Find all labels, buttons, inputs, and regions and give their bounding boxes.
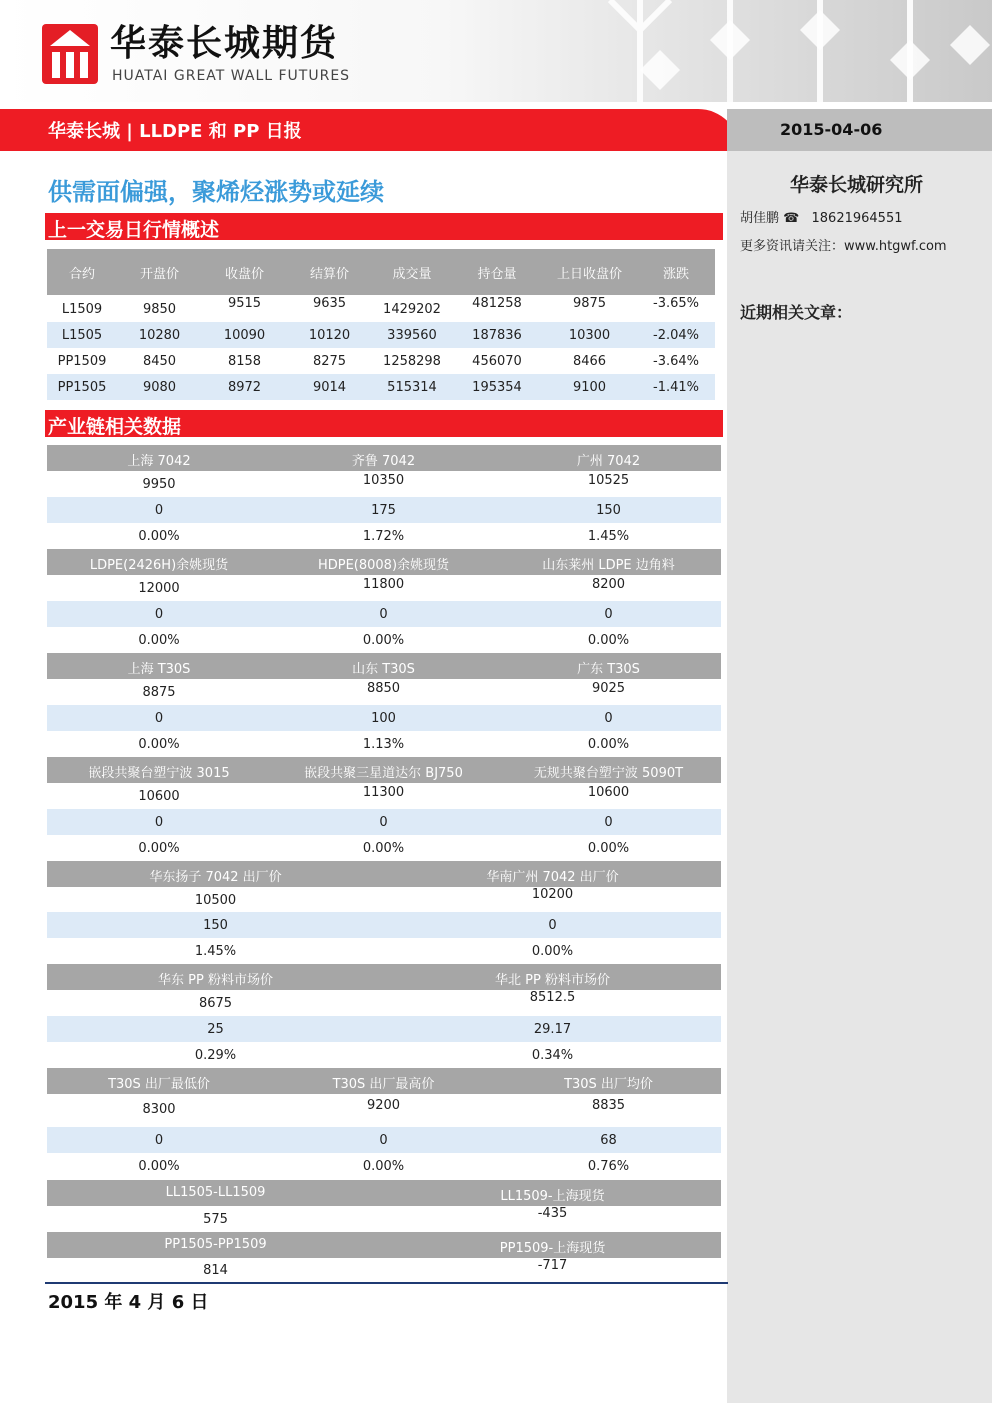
chain-cell: 0.00% — [362, 1159, 405, 1174]
chain-cell: 150 — [203, 918, 228, 933]
chain-header-row — [47, 549, 721, 575]
chain-header-row — [47, 1180, 721, 1206]
chain-cell: 0.00% — [138, 737, 180, 752]
chain-cell: 0 — [604, 607, 613, 622]
chain-header-row — [47, 445, 721, 471]
report-date: 2015-04-06 — [780, 120, 883, 139]
chain-cell: 0.00% — [362, 841, 405, 856]
chain-cell: -435 — [537, 1206, 568, 1221]
chain-cell: 0.76% — [587, 1159, 630, 1174]
huatai-logo-icon — [42, 24, 98, 84]
chain-col-header: HDPE(8008)余姚现货 — [317, 558, 450, 573]
chain-col-header: 华南广州 7042 出厂价 — [486, 870, 619, 885]
chain-pct-row — [47, 731, 721, 757]
table-cell: 515314 — [387, 380, 437, 395]
chain-cell: 0 — [154, 1133, 164, 1148]
chain-cell: 12000 — [138, 581, 180, 596]
chain-cell: 0.00% — [587, 633, 630, 648]
col-header: 成交量 — [392, 267, 432, 282]
table-cell: -2.04% — [653, 328, 699, 343]
report-title: 华泰长城 | LLDPE 和 PP 日报 — [48, 121, 302, 142]
chain-price-row — [47, 1094, 721, 1126]
chain-header-row — [47, 1068, 721, 1094]
section-title-chain: 产业链相关数据 — [48, 416, 182, 438]
chain-header-row — [47, 964, 721, 990]
chain-cell: 175 — [371, 503, 396, 518]
chain-col-header: T30S 出厂最低价 — [108, 1077, 210, 1092]
sidebar — [727, 151, 992, 1403]
chain-cell: 0.29% — [194, 1048, 237, 1063]
table-cell: 1258298 — [383, 354, 441, 369]
table-cell: 456070 — [472, 354, 522, 369]
chain-change-row — [47, 1016, 721, 1042]
author-phone: 18621964551 — [811, 211, 903, 226]
table-cell: 9014 — [312, 380, 347, 395]
chain-change-row — [47, 809, 721, 835]
chain-cell: 150 — [596, 503, 621, 518]
chain-cell: 0 — [379, 607, 388, 622]
chain-col-header: PP1505-PP1509 — [164, 1237, 267, 1252]
chain-spread-row — [47, 1258, 721, 1284]
chain-col-header: 上海 T30S — [127, 662, 191, 677]
table-cell: 195354 — [472, 380, 522, 395]
chain-col-header: LDPE(2426H)余姚现货 — [89, 558, 229, 573]
main-title: 供需面偏强，聚烯烃涨势或延续 — [48, 178, 384, 206]
table-cell: 8158 — [227, 354, 262, 369]
chain-cell: 11300 — [362, 785, 405, 800]
chain-pct-row — [47, 523, 721, 549]
chain-cell: 0.00% — [138, 529, 180, 544]
table-cell: 10300 — [568, 328, 611, 343]
chain-price-row — [47, 783, 721, 809]
chain-price-row — [47, 990, 721, 1016]
chain-cell: 0 — [154, 815, 164, 830]
chain-cell: 10600 — [587, 785, 630, 800]
chain-cell: 10600 — [138, 789, 180, 804]
chain-cell: 25 — [207, 1022, 224, 1037]
chain-header-row — [47, 757, 721, 783]
table-row — [47, 374, 715, 400]
more-info: 更多资讯请关注：www.htgwf.com — [740, 239, 947, 254]
brand-name-cn: 华泰长城期货 — [110, 23, 339, 64]
table-cell: 339560 — [387, 328, 437, 343]
chain-cell: 0.00% — [362, 633, 405, 648]
chain-cell: 1.45% — [587, 529, 630, 544]
footer-date: 2015 年 4 月 6 日 — [48, 1292, 209, 1313]
table-cell: L1505 — [61, 328, 103, 343]
chain-cell: 68 — [600, 1133, 617, 1148]
chain-cell: 0 — [154, 503, 164, 518]
chain-cell: 0 — [379, 815, 388, 830]
chain-price-row — [47, 471, 721, 497]
chain-change-row — [47, 912, 721, 938]
chain-cell: 8512.5 — [529, 990, 576, 1005]
chain-change-row — [47, 497, 721, 523]
chain-col-header: T30S 出厂最高价 — [332, 1077, 435, 1092]
table-cell: 9850 — [142, 302, 177, 317]
chain-cell: 9950 — [142, 477, 176, 492]
chain-col-header: LL1509-上海现货 — [500, 1189, 605, 1204]
chain-cell: 0.00% — [587, 737, 630, 752]
chain-spread-row — [47, 1206, 721, 1232]
chain-price-row — [47, 887, 721, 913]
chain-header-row — [47, 1232, 721, 1258]
chain-col-header: 华北 PP 粉料市场价 — [495, 973, 610, 988]
table-cell: 9080 — [142, 380, 177, 395]
chain-col-header: 华东扬子 7042 出厂价 — [149, 870, 282, 885]
chain-cell: 1.72% — [362, 529, 405, 544]
table-cell: PP1509 — [57, 354, 107, 369]
chain-change-row — [47, 601, 721, 627]
section-title-market: 上一交易日行情概述 — [48, 219, 220, 241]
chain-cell: 814 — [203, 1263, 228, 1278]
chain-cell: 9200 — [366, 1098, 401, 1113]
chain-cell: 10500 — [194, 893, 237, 908]
author-name: 胡佳鹏 — [740, 211, 780, 226]
chain-cell: 8875 — [142, 685, 176, 700]
chain-cell: 10350 — [362, 473, 405, 488]
chain-cell: 11800 — [362, 577, 405, 592]
chain-cell: 100 — [371, 711, 396, 726]
table-cell: 187836 — [472, 328, 522, 343]
table-cell: 1429202 — [383, 302, 441, 317]
chain-col-header: T30S 出厂均价 — [564, 1077, 653, 1092]
chain-cell: 29.17 — [533, 1022, 572, 1037]
chain-cell: 0 — [548, 918, 557, 933]
table-cell: -3.65% — [653, 296, 699, 311]
table-cell: -3.64% — [653, 354, 699, 369]
chain-cell: 575 — [203, 1212, 228, 1227]
chain-cell: 10525 — [587, 473, 630, 488]
col-header: 持仓量 — [477, 267, 517, 282]
chain-cell: 8850 — [366, 681, 401, 696]
chain-cell: 8300 — [142, 1102, 176, 1117]
chain-col-header: 山东莱州 LDPE 边角料 — [542, 558, 675, 573]
table-cell: PP1505 — [57, 380, 107, 395]
chain-cell: 8675 — [198, 996, 233, 1011]
chain-cell: 0 — [604, 815, 613, 830]
table-cell: 481258 — [472, 296, 522, 311]
col-header: 开盘价 — [139, 267, 179, 282]
institute-name: 华泰长城研究所 — [790, 174, 924, 196]
chain-pct-row — [47, 1153, 721, 1179]
chain-cell: 0 — [154, 607, 164, 622]
chain-cell: 0.00% — [138, 1159, 180, 1174]
chain-col-header: 山东 T30S — [352, 662, 415, 677]
decorative-pattern — [600, 0, 992, 102]
chain-cell: 0.00% — [531, 944, 574, 959]
chain-price-row — [47, 679, 721, 705]
col-header: 合约 — [68, 267, 95, 282]
chain-col-header: 无规共聚台塑宁波 5090T — [533, 766, 684, 781]
chain-cell: 9025 — [591, 681, 626, 696]
chain-cell: 1.45% — [194, 944, 237, 959]
chain-pct-row — [47, 627, 721, 653]
chain-change-row — [47, 1127, 721, 1153]
chain-col-header: PP1509-上海现货 — [499, 1241, 606, 1256]
chain-change-row — [47, 705, 721, 731]
chain-cell: 8200 — [591, 577, 626, 592]
table-cell: 8972 — [227, 380, 262, 395]
table-cell: 8466 — [572, 354, 607, 369]
chain-cell: 0.34% — [531, 1048, 574, 1063]
chain-col-header: 上海 7042 — [127, 454, 191, 469]
table-cell: 8275 — [312, 354, 347, 369]
chain-col-header: 嵌段共聚三星道达尔 BJ750 — [304, 766, 463, 781]
phone-icon: ☎ — [783, 211, 800, 226]
footer-divider — [45, 1282, 728, 1284]
chain-price-row — [47, 575, 721, 601]
chain-cell: 0 — [604, 711, 613, 726]
chain-col-header: 嵌段共聚台塑宁波 3015 — [88, 766, 230, 781]
table-cell: 10090 — [223, 328, 266, 343]
table-cell: 8450 — [142, 354, 177, 369]
chain-header-row — [47, 653, 721, 679]
chain-col-header: LL1505-LL1509 — [165, 1185, 266, 1200]
chain-pct-row — [47, 835, 721, 861]
chain-cell: 0 — [379, 1133, 388, 1148]
chain-cell: 0.00% — [138, 841, 180, 856]
chain-pct-row — [47, 938, 721, 964]
col-header: 涨跌 — [662, 267, 689, 282]
chain-col-header: 广东 T30S — [577, 662, 640, 677]
table-row — [47, 348, 715, 374]
chain-col-header: 华东 PP 粉料市场价 — [158, 973, 273, 988]
table-cell: -1.41% — [653, 380, 699, 395]
market-table-header — [47, 249, 715, 295]
chain-pct-row — [47, 1042, 721, 1068]
table-cell: 9635 — [312, 296, 347, 311]
chain-cell: 1.13% — [362, 737, 405, 752]
col-header: 结算价 — [309, 267, 349, 282]
chain-cell: 0.00% — [138, 633, 180, 648]
table-cell: 10120 — [308, 328, 351, 343]
table-cell: 10280 — [138, 328, 181, 343]
chain-col-header: 齐鲁 7042 — [351, 454, 416, 469]
col-header: 收盘价 — [224, 267, 264, 282]
table-row — [47, 296, 715, 322]
author-line — [740, 207, 902, 226]
col-header: 上日收盘价 — [556, 267, 622, 282]
brand-name-en: HUATAI GREAT WALL FUTURES — [112, 68, 351, 84]
table-cell: 9875 — [572, 296, 607, 311]
page-header — [0, 0, 992, 102]
table-row — [47, 322, 715, 348]
chain-cell: 8835 — [591, 1098, 626, 1113]
chain-col-header: 广州 7042 — [576, 454, 641, 469]
chain-header-row — [47, 861, 721, 887]
chain-cell: 10200 — [531, 887, 574, 902]
table-cell: L1509 — [61, 302, 103, 317]
recent-articles-heading: 近期相关文章： — [740, 303, 853, 322]
chain-cell: -717 — [537, 1258, 568, 1273]
table-cell: 9515 — [227, 296, 262, 311]
chain-cell: 0.00% — [587, 841, 630, 856]
chain-cell: 0 — [154, 711, 164, 726]
table-cell: 9100 — [572, 380, 607, 395]
